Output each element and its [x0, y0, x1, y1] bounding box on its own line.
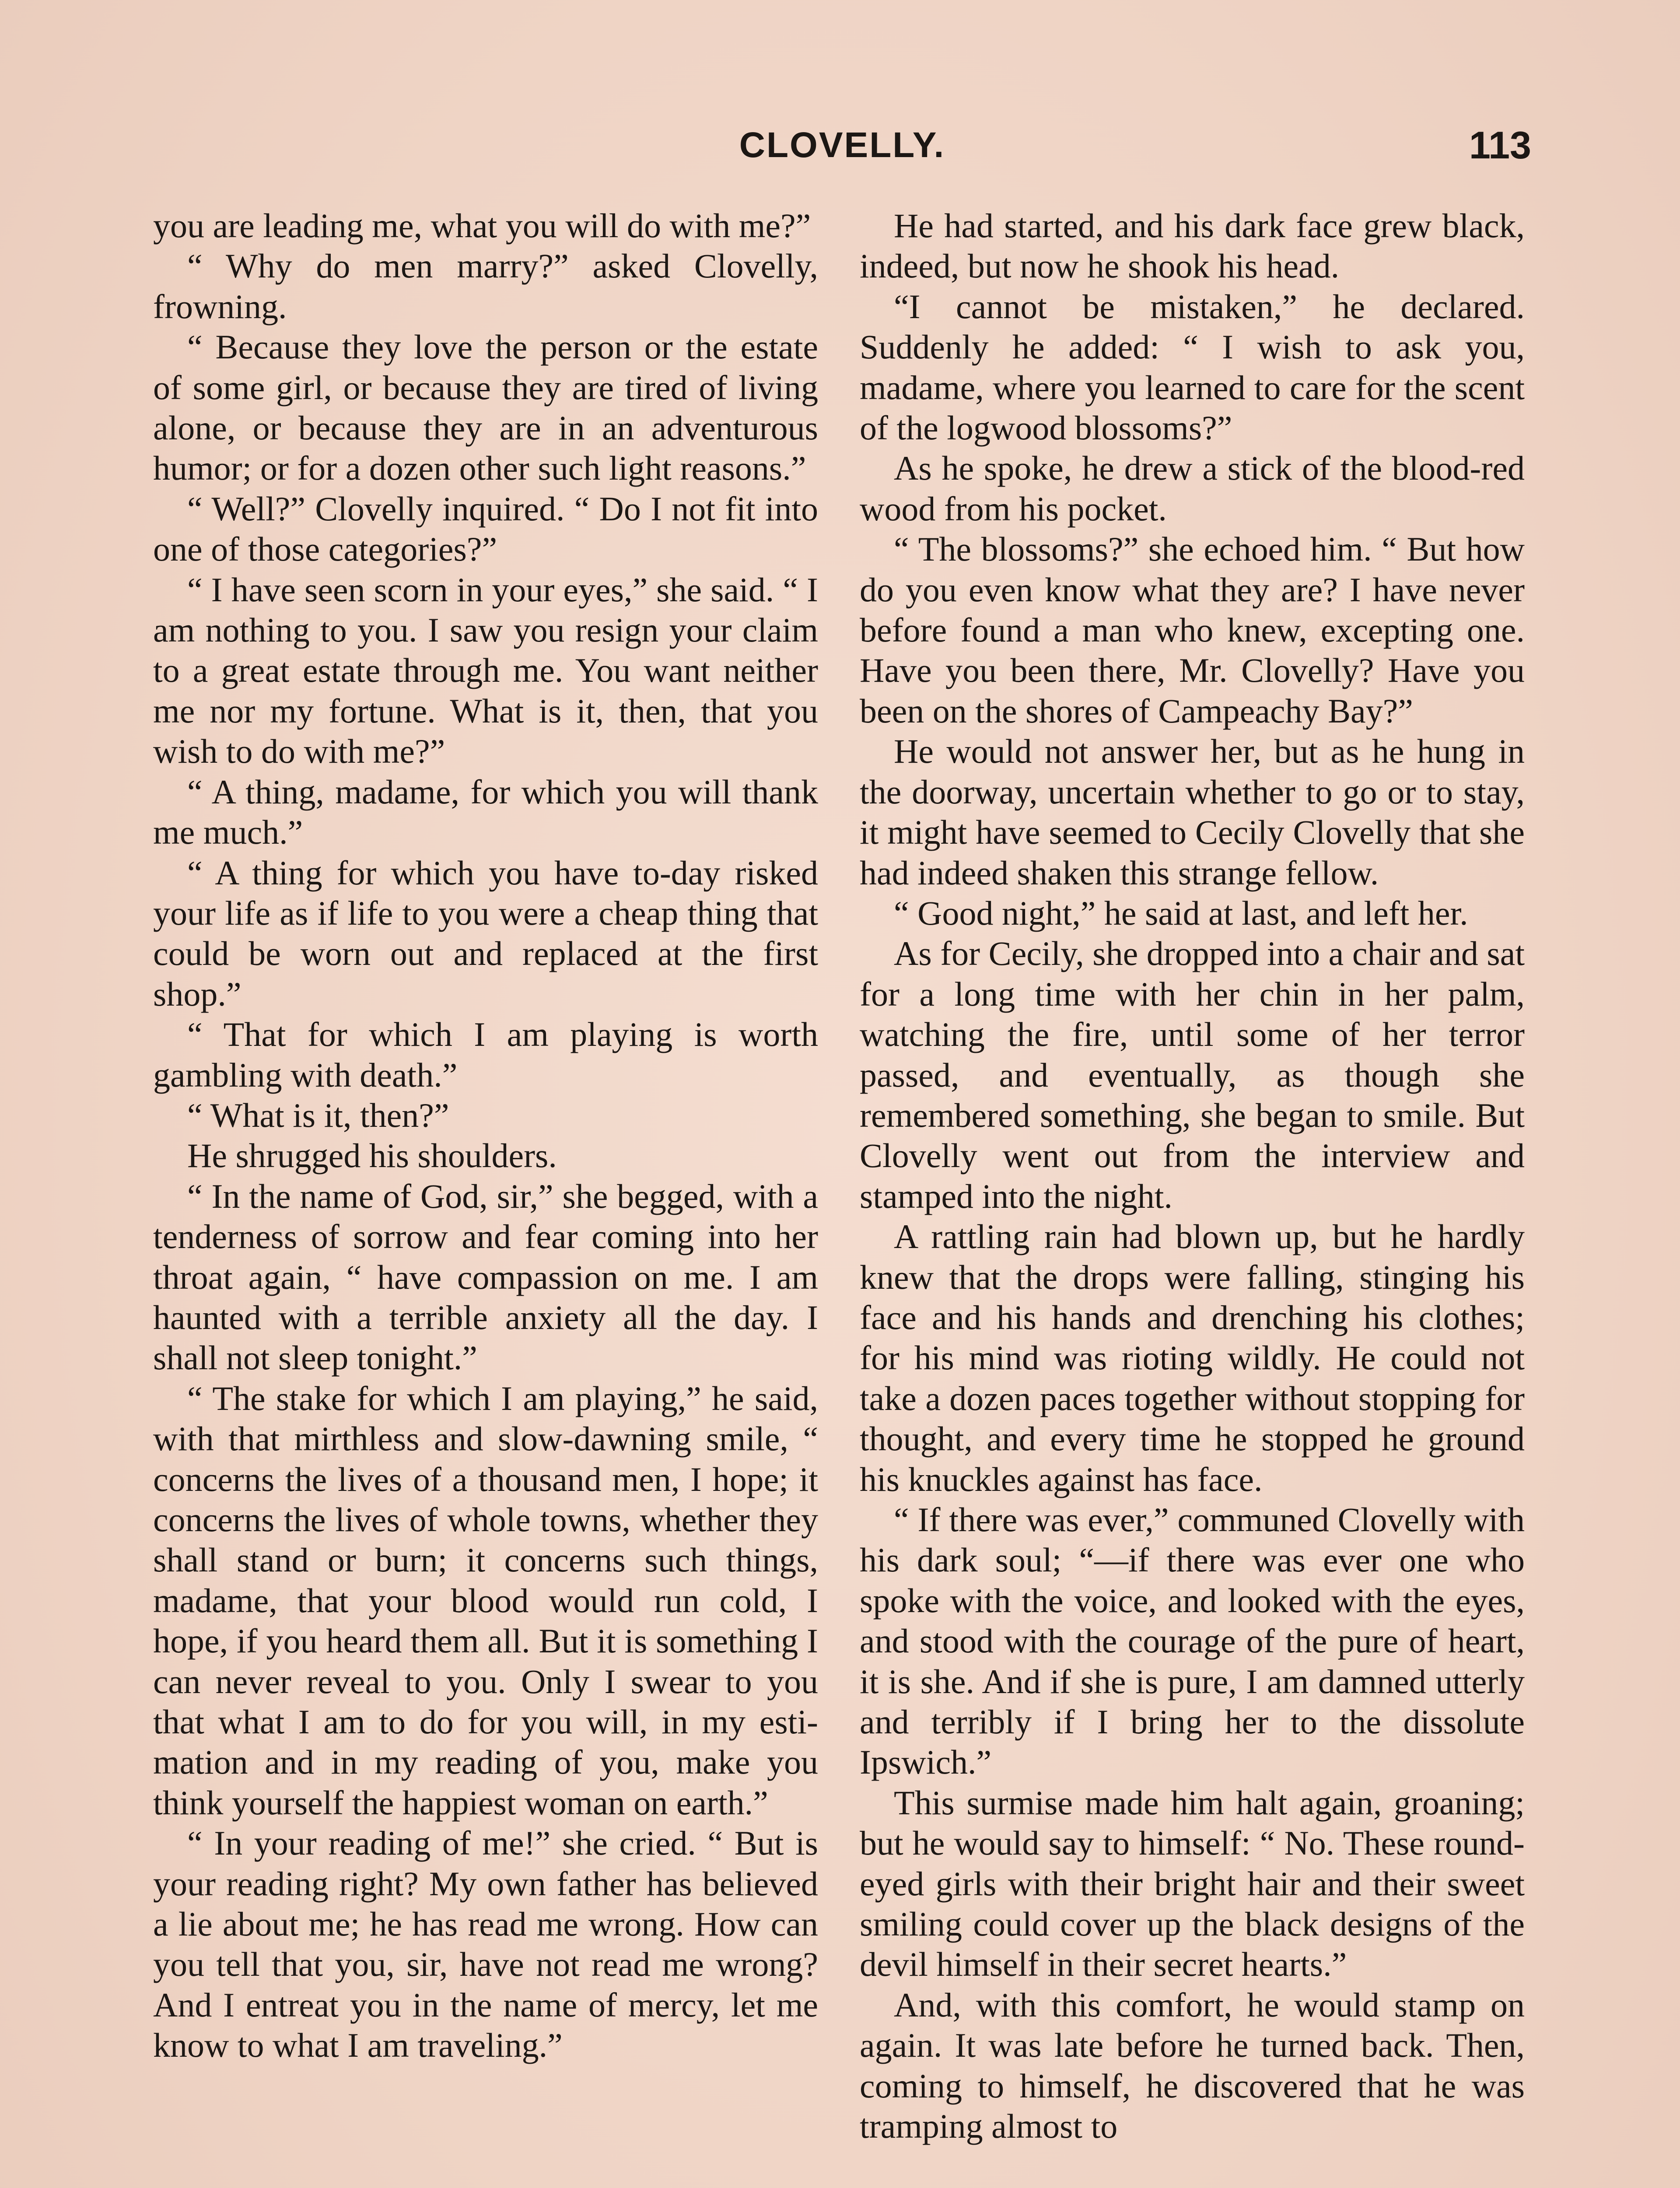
page-header — [153, 125, 1531, 182]
paragraph: He had started, and his dark face grew black, indeed, but now he shook his head. — [860, 207, 1525, 285]
paragraph: “I cannot be mistaken,” he declared. Suddenly he added: “ I wish to ask you, madame, where you learned to care for the scent of the logwood blossoms?” — [860, 287, 1525, 447]
paragraph: As for Cecily, she dropped into a chair and sat for a long time with her chin in her palm, watching the fire, until some of her terror passed, and eventually, as though she remembered something, she began to smile. But Clovelly went out from the interview and stamped into the night. — [860, 934, 1525, 1215]
left-column — [153, 206, 818, 2066]
paragraph: “ That for which I am playing is worth gambling with death.” — [153, 1015, 818, 1094]
paragraph: This surmise made him halt again, groaning; but he would say to himself: “ No. These round-eyed girls with their bright hair and their sweet smiling could cover up the black designs of the devil himself in their secret hearts.” — [860, 1783, 1525, 1984]
paragraph: A rattling rain had blown up, but he hardly knew that the drops were falling, stinging his face and his hands and drenching his clothes; for his mind was rioting wildly. He could not take a dozen paces together without stopping for thought, and every time he stopped he ground his knuckles against has face. — [860, 1217, 1525, 1498]
paragraph: And, with this comfort, he would stamp on again. It was late before he turned back. Then, coming to himself, he discovered that he was tramping almost to — [860, 1985, 1525, 2146]
paragraph: As he spoke, he drew a stick of the blood-red wood from his pocket. — [860, 449, 1525, 528]
paragraph: you are leading me, what you will do with me?” — [153, 207, 811, 245]
paragraph: “ If there was ever,” communed Clovelly with his dark soul; “—if there was ever one who spoke with the voice, and looked with the eyes, and stood with the courage of the pure of heart, it is she. And if she is pure, I am damned utterly and terribly if I bring her to the dissolute Ipswich.” — [860, 1501, 1525, 1781]
paragraph: “ Because they love the person or the estate of some girl, or because they are tired of living alone, or because they are in an adventurous humor; or for a dozen other such light reasons.” — [153, 328, 818, 487]
paragraph: He would not answer her, but as he hung in the doorway, uncertain whether to go or to stay, it might have seemed to Cecily Clovelly that she had indeed shaken this strange fellow. — [860, 732, 1525, 892]
paragraph: “ Good night,” he said at last, and left her. — [894, 894, 1468, 932]
paragraph: “ In your reading of me!” she cried. “ But is your reading right? My own father has believed a lie about me; he has read me wrong. How can you tell that you, sir, have not read me wrong? And I entreat you in the name of mercy, let me know to what I am traveling.” — [153, 1824, 818, 2065]
paragraph: “ A thing, madame, for which you will thank me much.” — [153, 772, 818, 852]
paragraph: “ In the name of God, sir,” she begged, with a tenderness of sorrow and fear coming into her throat again, “ have compassion on me. I am haunted with a terrible anxiety all the day. I shall not sleep tonight.” — [153, 1177, 818, 1377]
paragraph: He shrugged his shoulders. — [187, 1136, 557, 1175]
paragraph: “ A thing for which you have to-day risked your life as if life to you were a cheap thing that could be worn out and replaced at the first shop.” — [153, 853, 818, 1013]
paragraph: “ Well?” Clovelly inquired. “ Do I not fit into one of those categories?” — [153, 489, 818, 568]
page-number: 113 — [1469, 123, 1531, 167]
paragraph: “ What is it, then?” — [187, 1096, 449, 1134]
paragraph: “ Why do men marry?” asked Clovelly, frowning. — [153, 247, 818, 326]
paragraph: “ The blossoms?” she echoed him. “ But how do you even know what they are? I have never before found a man who knew, excepting one. Have you been there, Mr. Clovelly? Have you been on the shores of Campeachy Bay?” — [860, 530, 1525, 730]
running-head: CLOVELLY. — [739, 125, 945, 165]
paragraph: “ I have seen scorn in your eyes,” she said. “ I am nothing to you. I saw you resign your claim to a great estate through me. You want neither me nor my fortune. What is it, then, that you wish to do with me?” — [153, 570, 818, 771]
paragraph: “ The stake for which I am playing,” he said, with that mirthless and slow-dawning smile, “ concerns the lives of a thousand men, I hope; it concerns the lives of whole towns, whether they shall stand or burn; it concerns such things, madame, that your blood would run cold, I hope, if you heard them all. But it is something I can never reveal to you. Only I swear to you that what I am to do for you will, in my estimation and in my reading of you, make you think yourself the happiest woman on earth.” — [153, 1379, 818, 1822]
right-column — [860, 206, 1525, 2147]
